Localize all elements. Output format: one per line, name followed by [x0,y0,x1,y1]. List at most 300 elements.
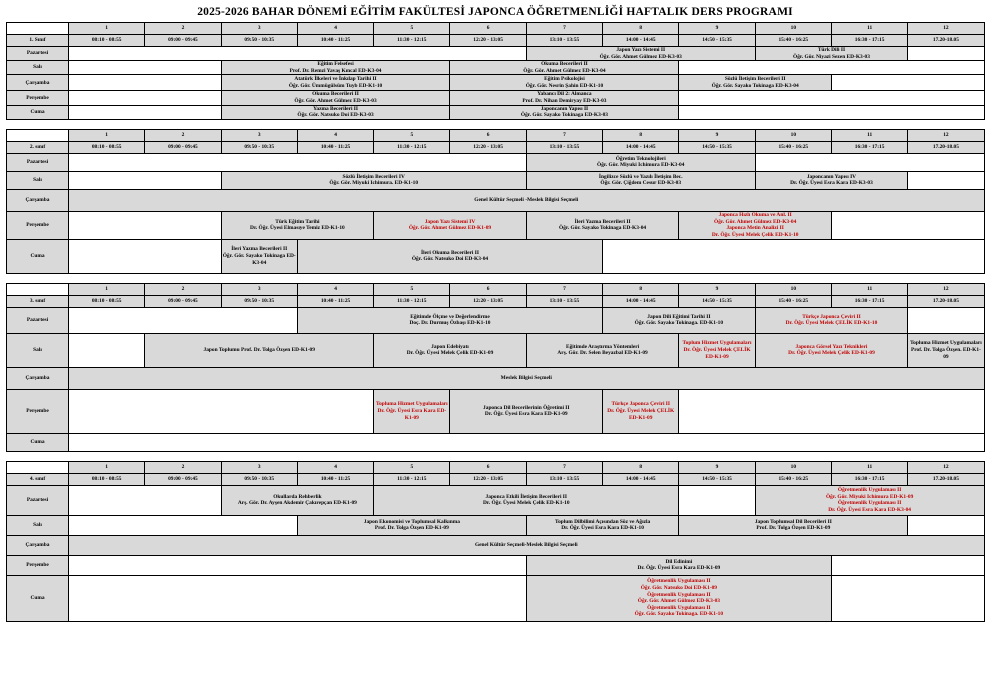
course-line: Japonca Dil Becerilerinin Öğretimi II [483,404,570,411]
period-number-9: 9 [679,129,755,141]
course-line: Japonca Hızlı Okuma ve Anl. II [718,212,792,219]
course-cell[interactable] [221,105,450,119]
course-line: Türkçe Japonca Çeviri II [611,401,670,408]
time-slot-9: 14:50 - 15:35 [679,473,755,485]
day-label-perşembe: Perşembe [7,91,69,105]
time-slot-10: 15:40 - 16:25 [755,473,831,485]
course-cell[interactable] [145,333,374,367]
course-line: Öğr. Gör. Miyuki Ichimura. ED-K1-10 [329,180,419,187]
period-number-4: 4 [297,129,373,141]
course-line: Öğr. Gör. Ahmet Gülmez ED-K3-04 [523,67,606,74]
course-line: Öğretmenlik Uygulaması II [647,591,711,598]
time-slot-7: 13:10 - 13:55 [526,473,602,485]
course-text [299,314,601,327]
course-line: Okullarda Rehberlik [273,493,322,500]
course-text [757,487,983,513]
grade-label: 2. sınıf [7,141,69,153]
period-number-1: 1 [69,461,145,473]
period-number-6: 6 [450,283,526,295]
course-line: Japon Yazı Sistemi II [616,47,666,53]
course-line: Japoncanın Yapısı IV [806,173,857,180]
course-text [528,174,754,187]
time-slot-10: 15:40 - 16:25 [755,35,831,47]
course-cell[interactable] [603,307,756,333]
course-cell[interactable] [374,333,527,367]
course-line: Dr. Öğr. Üyesi Esra Kara ED-K3-04 [828,506,911,513]
course-text [299,250,601,263]
period-number-3: 3 [221,461,297,473]
course-entry [528,519,678,532]
period-number-10: 10 [755,129,831,141]
schedule-row-cuma [7,433,985,451]
course-line: Toplum Dilbilimi Açısından Söz ve Ağızla [554,518,651,525]
day-label-çarşamba: Çarşamba [7,367,69,389]
course-line: İngilizce Sözlü ve Yazılı İletişim Bec. [598,173,683,180]
course-text [375,344,525,357]
course-text [375,219,525,232]
time-slot-7: 13:10 - 13:55 [526,35,602,47]
course-line: Okuma Becerileri II [541,61,588,68]
course-line: Topluma Hizmet Uygulamaları [375,401,448,408]
period-number-8: 8 [603,129,679,141]
day-label-pazartesi: Pazartesi [7,47,69,61]
time-header-row [7,295,985,307]
period-number-8: 8 [603,23,679,35]
time-slot-5: 11:30 - 12:15 [374,141,450,153]
time-slot-6: 12:20 - 13:05 [450,473,526,485]
course-text [757,47,907,60]
time-slot-3: 09:50 - 10:35 [221,473,297,485]
course-entry [528,605,830,618]
empty-cell [679,105,984,119]
schedule-row-pazartesi [7,485,985,515]
course-line: Öğr. Gör. Çiğdem Cesur ED-K3-03 [600,180,682,187]
course-entry [375,344,525,357]
course-cell[interactable] [679,75,832,91]
time-slot-8: 14:00 - 14:45 [603,295,679,307]
time-slot-8: 14:00 - 14:45 [603,35,679,47]
course-line: Öğr. Gör. Sayako Tokinaga. ED-K1-10 [634,611,724,618]
course-cell[interactable] [297,239,602,273]
course-cell[interactable] [526,211,679,239]
course-entry [223,174,525,187]
course-line: Öğr. Gör. Ahmet Gülmez ED-K3-03 [599,53,682,60]
course-cell[interactable] [450,389,603,433]
schedule-row-salı [7,515,985,535]
period-number-2: 2 [145,283,221,295]
course-line: Dr. Öğr. Üyesi Elmasıye Temiz ED-K1-10 [250,225,345,232]
course-line: Öğr. Gör. Sayako Tokinaga ED-K3-04 [222,252,296,266]
time-slot-9: 14:50 - 15:35 [679,141,755,153]
course-text [451,91,677,104]
course-entry [680,225,830,238]
course-entry [757,487,983,500]
course-cell[interactable] [526,555,831,575]
empty-cell [755,153,984,171]
grade-label: 4. sınıf [7,473,69,485]
course-line: Türk Eğitim Tarihi [275,218,320,225]
empty-cell [679,389,984,433]
course-text [757,174,907,187]
course-cell[interactable] [450,91,679,105]
time-slot-2: 09:00 - 09:45 [145,35,221,47]
course-cell[interactable] [374,389,450,433]
corner-cell [7,129,69,141]
grade-table-4 [6,461,985,622]
time-slot-2: 09:00 - 09:45 [145,295,221,307]
course-entry [680,76,830,89]
course-cell[interactable] [450,61,679,75]
course-entry [528,219,678,232]
time-slot-3: 09:50 - 10:35 [221,295,297,307]
course-cell[interactable] [374,211,527,239]
empty-cell [69,575,527,621]
schedule-row-cuma [7,239,985,273]
course-line: Japon Edebiyatı [431,343,469,350]
schedule-row-perşembe [7,555,985,575]
time-slot-5: 11:30 - 12:15 [374,473,450,485]
period-number-row [7,461,985,473]
grade-label: 1. Sınıf [7,35,69,47]
course-cell[interactable] [526,333,679,367]
course-cell[interactable] [221,485,374,515]
time-header-row [7,141,985,153]
empty-cell [69,485,222,515]
course-line: Dr. Öğr. Üyesi Melek ÇELİK ED-K1-09 [683,346,751,360]
schedule-row-cuma [7,105,985,119]
course-line: Toplum Hizmet Uygulamaları [682,340,752,347]
course-line: Öğr. Gör. Sayako Tokinaga ED-K3-03 [520,112,608,119]
course-cell[interactable] [450,105,679,119]
course-cell[interactable] [221,171,526,189]
schedule-row-çarşamba [7,535,985,555]
course-text [528,344,678,357]
course-line: Öğr. Gör. Sayako Tokinaga ED-K3-04 [711,82,799,89]
time-slot-9: 14:50 - 15:35 [679,35,755,47]
day-label-perşembe: Perşembe [7,211,69,239]
empty-cell [69,555,527,575]
course-line: Yazma Becerileri II [313,105,358,112]
time-slot-12: 17.20-18.05 [908,473,984,485]
schedule-row-çarşamba [7,75,985,91]
course-cell[interactable] [221,75,450,91]
course-entry [451,405,601,418]
course-entry [223,106,449,119]
course-entry [223,494,373,507]
course-line: Dr. Öğr. Üyesi Esra Kara ED-K1-09 [637,565,721,572]
schedule-row-çarşamba [7,189,985,211]
time-slot-4: 10:40 - 11:25 [297,35,373,47]
course-text [528,219,678,232]
course-entry [299,519,525,532]
corner-cell [7,283,69,295]
schedule-row-pazartesi [7,47,985,61]
schedule-row-pazartesi [7,307,985,333]
time-slot-11: 16:30 - 17:15 [831,35,907,47]
period-number-6: 6 [450,23,526,35]
schedule-row-salı [7,333,985,367]
period-number-row [7,283,985,295]
course-line: Yabancı Dil 2: Almanca [537,91,592,98]
course-line: Sözlü İletişim Becerileri II [724,76,786,83]
period-number-7: 7 [526,129,602,141]
period-number-10: 10 [755,283,831,295]
course-text [604,401,677,421]
course-line: Öğr. Gör. Miyuki Ichimura ED-K3-04 [597,162,685,169]
course-text [223,219,373,232]
course-line: Öğr. Gör. Natsuko Doi ED-K3-04 [411,256,489,263]
time-slot-7: 13:10 - 13:55 [526,141,602,153]
course-text [757,314,907,327]
course-line: Öğretim Teknolojileri [615,155,666,162]
period-number-12: 12 [908,23,984,35]
time-slot-11: 16:30 - 17:15 [831,295,907,307]
course-line: Dil Edinimi [665,558,693,565]
course-line: Eğitimde Ölçme ve Değerlendirme [410,313,490,320]
course-cell[interactable] [755,47,908,61]
course-line: İleri Yazma Becerileri II [574,218,631,225]
course-text [146,347,372,354]
course-entry [680,212,830,225]
period-number-9: 9 [679,23,755,35]
course-text [528,156,754,169]
course-text [528,47,754,60]
schedule-row-çarşamba [7,367,985,389]
empty-cell [679,485,755,515]
course-cell[interactable] [755,171,908,189]
empty-cell [831,555,984,575]
period-number-row [7,129,985,141]
time-slot-1: 08:10 - 08:55 [69,35,145,47]
course-text [528,559,830,572]
course-line: Prof. Dr. Nihan Demiryay ED-K3-03 [522,97,607,104]
course-line: Öğr. Gör. Nesrin Şahin ED-K1-10 [525,82,604,89]
course-cell[interactable] [526,171,755,189]
course-cell[interactable] [221,61,450,75]
course-entry [528,156,754,169]
course-line: Öğr. Gör. Miyuki Ichimura ED-K1-09 [825,493,914,500]
day-label-çarşamba: Çarşamba [7,189,69,211]
course-text [223,61,449,74]
day-label-cuma: Cuma [7,575,69,621]
time-slot-6: 12:20 - 13:05 [450,141,526,153]
time-slot-10: 15:40 - 16:25 [755,295,831,307]
day-label-salı: Salı [7,171,69,189]
course-text [223,494,373,507]
course-cell[interactable] [450,75,679,91]
empty-cell [69,61,222,75]
course-text [451,405,601,418]
empty-cell [69,433,985,451]
time-slot-8: 14:00 - 14:45 [603,473,679,485]
time-slot-1: 08:10 - 08:55 [69,141,145,153]
course-line: Dr. Öğr. Üyesi Esra Kara ED-K3-03 [790,180,873,187]
period-number-4: 4 [297,461,373,473]
course-text [680,340,753,360]
course-cell[interactable] [374,485,679,515]
period-number-12: 12 [908,129,984,141]
course-text [909,340,982,360]
course-line: Japonca Metin Analizi II [726,225,784,232]
empty-cell [69,333,145,367]
course-entry [299,250,601,263]
course-cell[interactable] [526,153,755,171]
course-line: Prof. Dr. Remzi Yavaş Kıncal ED-K3-04 [289,67,382,74]
course-entry [757,500,983,513]
course-cell[interactable] [755,333,908,367]
period-number-2: 2 [145,129,221,141]
period-number-1: 1 [69,23,145,35]
course-entry [528,559,830,572]
empty-cell [908,47,984,61]
course-text [223,106,449,119]
course-cell[interactable] [297,515,526,535]
course-cell[interactable] [221,211,374,239]
period-number-11: 11 [831,461,907,473]
course-line: Dr. Öğr. Üyesi Esra Kara ED-K1-10 [561,525,644,532]
empty-cell [69,515,298,535]
course-entry [223,76,449,89]
course-cell[interactable] [755,307,908,333]
day-label-salı: Salı [7,61,69,75]
course-text [528,578,830,618]
period-number-12: 12 [908,461,984,473]
course-entry [451,61,677,74]
day-label-çarşamba: Çarşamba [7,535,69,555]
course-line: Dr. Öğr. Üyesi Esra Kara ED-K1-09 [377,407,447,421]
empty-cell [603,239,984,273]
time-slot-8: 14:00 - 14:45 [603,141,679,153]
period-number-11: 11 [831,283,907,295]
course-line: Türk Dili II [817,47,846,53]
time-slot-5: 11:30 - 12:15 [374,295,450,307]
time-header-row [7,473,985,485]
course-entry [528,344,678,357]
period-number-3: 3 [221,23,297,35]
grade-label: 3. sınıf [7,295,69,307]
course-line: Arş. Gör. Dr. Selen Beyazbal ED-K1-09 [557,350,648,357]
period-number-8: 8 [603,283,679,295]
course-entry [604,314,754,327]
course-cell[interactable] [526,575,831,621]
period-number-2: 2 [145,461,221,473]
course-text [451,61,677,74]
course-text [451,106,677,119]
period-number-7: 7 [526,23,602,35]
course-line: Öğr. Gör. Niyazi Sezen ED-K3-03 [793,53,870,60]
empty-cell [69,75,222,91]
time-slot-5: 11:30 - 12:15 [374,35,450,47]
course-line: Öğr. Gör. Ahmet Gülmez ED-K3-04 [714,218,797,225]
course-entry [680,519,906,532]
course-entry [757,314,907,327]
period-number-11: 11 [831,23,907,35]
course-entry [223,91,449,104]
course-cell[interactable] [908,333,984,367]
course-cell[interactable] [679,333,755,367]
course-line: Japon Toplumu Prof. Dr. Tolga Özşen ED-K1-09 [203,346,315,353]
course-cell[interactable] [221,239,297,273]
course-line: Japonca Görsel Yazı Teknikleri [795,343,868,350]
course-cell[interactable] [297,307,602,333]
empty-cell [69,389,374,433]
course-line: Öğr. Gör. Sayako Tokinaga ED-K3-04 [559,225,647,232]
course-line: Öğretmenlik Uygulaması II [837,500,902,507]
time-slot-4: 10:40 - 11:25 [297,141,373,153]
course-entry [528,174,754,187]
period-number-11: 11 [831,129,907,141]
course-text [223,246,296,266]
course-line: Öğretmenlik Uygulaması II [647,578,711,585]
course-cell[interactable] [526,515,679,535]
course-cell[interactable] [221,91,450,105]
course-text [680,212,830,238]
schedule-row-salı [7,171,985,189]
period-number-row [7,23,985,35]
course-line: Eğitim Psikolojisi [544,76,585,83]
period-number-6: 6 [450,129,526,141]
course-cell[interactable] [679,211,832,239]
course-line: Okuma Becerileri II [312,91,359,98]
course-line: Eğitimde Araştırma Yöntemleri [566,343,640,350]
elective-banner: Genel Kültür Seçmeli -Meslek Bilgisi Seçmeli [69,189,985,211]
course-line: Öğr. Gör. Ahmet Gülmez ED-K1-09 [408,225,492,232]
course-line: Japonca Etkili İletişim Becerileri II [485,493,567,500]
course-cell[interactable] [755,485,984,515]
time-slot-11: 16:30 - 17:15 [831,141,907,153]
course-text [375,401,448,421]
course-line: İleri Yazma Becerileri II [231,246,288,253]
day-label-cuma: Cuma [7,105,69,119]
course-entry [604,401,677,421]
course-text [375,494,677,507]
empty-cell [69,153,527,171]
course-entry [375,219,525,232]
course-entry [451,76,677,89]
course-line: Japon Yazı Sistemi IV [424,218,476,225]
course-line: Atatürk İlkeleri ve İnkılap Tarihi II [294,76,377,83]
course-line: Dr. Öğr. Üyesi Melek ÇELİK ED-K1-09 [607,407,675,421]
period-number-5: 5 [374,23,450,35]
time-slot-12: 17.20-18.05 [908,35,984,47]
course-cell[interactable] [679,515,908,535]
course-line: Öğr. Gör. Ahmet Gülmez ED-K3-03 [637,598,720,605]
course-line: Japon Dili Eğitimi Tarihi II [647,313,711,320]
course-line: Prof. Dr. Tolga Özşen ED-K1-09 [374,525,449,532]
empty-cell [69,105,222,119]
day-label-perşembe: Perşembe [7,389,69,433]
period-number-12: 12 [908,283,984,295]
empty-cell [69,171,222,189]
time-slot-7: 13:10 - 13:55 [526,295,602,307]
course-line: Öğr. Gör. Natsuko Doi ED-K1-09 [640,585,718,592]
empty-cell [69,239,222,273]
grade-table-2 [6,129,985,274]
time-slot-4: 10:40 - 11:25 [297,295,373,307]
course-cell[interactable] [603,389,679,433]
course-line: Öğr. Gör. Sayako Tokinaga. ED-K1-10 [634,320,724,327]
empty-cell [908,307,984,333]
time-slot-6: 12:20 - 13:05 [450,35,526,47]
time-slot-4: 10:40 - 11:25 [297,473,373,485]
course-entry [680,340,753,360]
course-line: Türkçe Japonca Çeviri II [802,313,861,320]
time-slot-1: 08:10 - 08:55 [69,295,145,307]
course-cell[interactable] [526,47,755,61]
course-entry [757,344,907,357]
page-title: 2025-2026 BAHAR DÖNEMİ EĞİTİM FAKÜLTESİ JAPONCA ÖĞRETMENLİĞİ HAFTALIK DERS PROGRAMI [197,6,793,18]
day-label-çarşamba: Çarşamba [7,75,69,91]
